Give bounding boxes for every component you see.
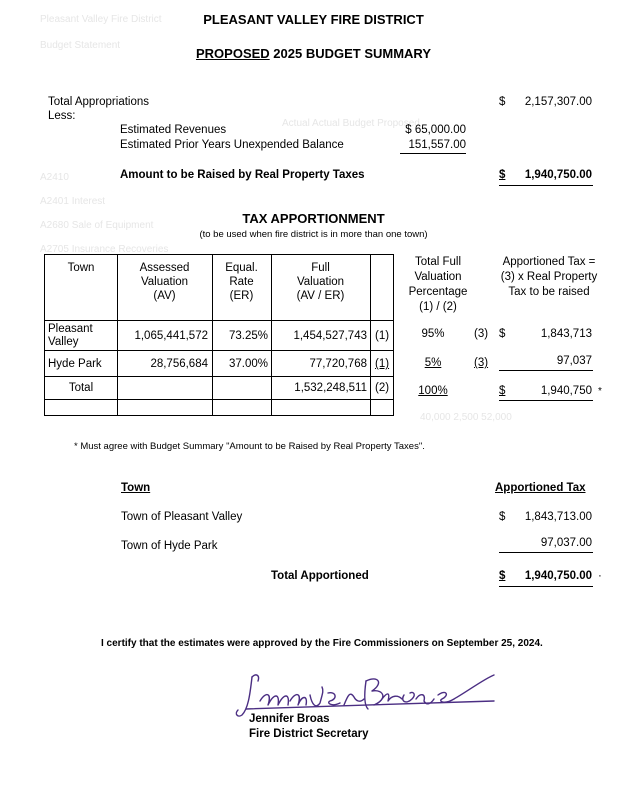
- row-equal-rate: 37.00%: [228, 358, 268, 370]
- row-ref: (1): [375, 330, 390, 342]
- page-title: [0, 46, 627, 61]
- title-proposed: PROPOSED: [195, 46, 270, 61]
- signer-title: Fire District Secretary: [249, 728, 369, 740]
- row-ref3: (3): [474, 328, 489, 340]
- bleed-through-text: 40,000 2,500 52,000: [420, 412, 512, 423]
- header-pct-2: Valuation: [414, 271, 462, 283]
- total-appropriations-label: Total Appropriations: [48, 96, 150, 108]
- row-tax-currency: $: [499, 328, 506, 340]
- row-assessed-value: 1,065,441,572: [134, 330, 208, 342]
- header-pct-4: (1) / (2): [419, 301, 457, 313]
- apportionment-title: TAX APPORTIONMENT: [242, 211, 385, 226]
- header-assessed-1: Assessed: [139, 262, 190, 274]
- asterisk-mark: *: [598, 386, 602, 397]
- signer-name: Jennifer Broas: [249, 713, 330, 725]
- bleed-through-text: Actual Actual Budget Proposed: [282, 118, 420, 129]
- table-divider: [45, 399, 393, 400]
- total-apportioned-label: Total Apportioned: [271, 570, 369, 582]
- row-pct: 95%: [421, 328, 445, 340]
- less-label: Less:: [48, 110, 76, 122]
- apportionment-subtitle: (to be used when fire district is in more than one town): [199, 229, 428, 240]
- row-full-value-total: 1,532,248,511: [294, 382, 367, 394]
- bleed-through-text: Budget Statement: [40, 40, 121, 51]
- header-full-3: (AV / ER): [296, 290, 345, 302]
- row-pct-total: 100%: [418, 385, 448, 397]
- certification-text: I certify that the estimates were approved by the Fire Commissioners on September 25, 2024.: [101, 638, 543, 649]
- bleed-through-text: A2401 Interest: [40, 196, 106, 207]
- row-tax-total: 1,940,750: [540, 385, 592, 397]
- header-pct-1: Total Full: [414, 256, 462, 268]
- header-tax-1: Apportioned Tax =: [502, 256, 596, 268]
- header-full-2: Valuation: [296, 276, 345, 288]
- bleed-through-text: A2410: [40, 172, 69, 183]
- estimated-revenues-value: $ 65,000.00: [405, 124, 466, 136]
- total-apportioned-mark: ·: [598, 570, 602, 582]
- row-equal-rate: 73.25%: [228, 330, 268, 342]
- total-appropriations-value: 2,157,307.00: [524, 96, 592, 108]
- row-ref: (2): [375, 382, 390, 394]
- header-assessed-2: Valuation: [140, 276, 189, 288]
- row-town-hyde-park: Hyde Park: [48, 358, 102, 370]
- title-rest: 2025 BUDGET SUMMARY: [269, 46, 431, 61]
- row-ref: (1): [375, 358, 390, 370]
- header-pct-3: Percentage: [408, 286, 468, 298]
- prior-balance-label: Estimated Prior Years Unexpended Balance: [120, 139, 344, 151]
- apportioned-tax-header: Apportioned Tax: [495, 482, 586, 494]
- total-apportioned-underline: [499, 586, 593, 587]
- row-pct: 5%: [424, 357, 442, 369]
- bleed-through-text: Pleasant Valley Fire District: [40, 14, 162, 25]
- total-appropriations-currency: $: [499, 96, 506, 108]
- table-divider: [45, 350, 393, 351]
- header-assessed-3: (AV): [153, 290, 176, 302]
- header-equal-3: (ER): [229, 290, 254, 302]
- town-row-label: Town of Hyde Park: [121, 540, 218, 552]
- prior-balance-value: 151,557.00: [408, 139, 466, 151]
- row-full-value: 77,720,768: [309, 358, 367, 370]
- header-full-1: Full: [311, 262, 330, 274]
- header-tax-2: (3) x Real Property: [500, 271, 598, 283]
- subtotal-rule: [400, 153, 466, 154]
- estimated-revenues-label: Estimated Revenues: [120, 124, 227, 136]
- header-equal-1: Equal.: [225, 262, 258, 274]
- header-town: Town: [67, 262, 95, 274]
- tax-total-underline: [499, 400, 593, 401]
- row-total-label: Total: [68, 382, 94, 394]
- town-row-value: 1,843,713.00: [524, 511, 592, 523]
- table-divider: [45, 376, 393, 377]
- row-full-value: 1,454,527,743: [293, 330, 367, 342]
- bleed-through-text: A2680 Sale of Equipment: [40, 220, 154, 231]
- town-row-value: 97,037.00: [540, 537, 592, 549]
- town-header: Town: [121, 482, 151, 494]
- tax-subtotal-rule: [499, 370, 593, 371]
- header-tax-3: Tax to be raised: [508, 286, 590, 298]
- town-row-currency: $: [499, 511, 506, 523]
- amount-raised-label: Amount to be Raised by Real Property Taxes: [120, 169, 365, 181]
- header-equal-2: Rate: [229, 276, 254, 288]
- total-apportioned-currency: $: [499, 570, 506, 582]
- apportionment-table: [44, 254, 394, 416]
- row-tax-value: 1,843,713: [540, 328, 592, 340]
- row-tax-currency-total: $: [499, 385, 506, 397]
- footnote: * Must agree with Budget Summary "Amount to be Raised by Real Property Taxes".: [74, 441, 425, 452]
- town-subtotal-rule: [499, 552, 593, 553]
- row-town-pleasant-2: Valley: [48, 336, 79, 348]
- district-name: PLEASANT VALLEY FIRE DISTRICT: [203, 12, 424, 27]
- town-row-label: Town of Pleasant Valley: [121, 511, 243, 523]
- bleed-through-text: A2705 Insurance Recoveries: [40, 244, 169, 255]
- amount-raised-value: 1,940,750.00: [524, 169, 592, 181]
- row-tax-value: 97,037: [556, 355, 592, 367]
- row-ref3: (3): [474, 357, 489, 369]
- table-divider: [45, 320, 393, 321]
- amount-raised-currency: $: [499, 169, 506, 181]
- total-apportioned-value: 1,940,750.00: [524, 570, 592, 582]
- row-town-pleasant-1: Pleasant: [48, 323, 93, 335]
- row-assessed-value: 28,756,684: [150, 358, 208, 370]
- table-divider: [370, 255, 371, 415]
- amount-raised-underline: [499, 185, 593, 186]
